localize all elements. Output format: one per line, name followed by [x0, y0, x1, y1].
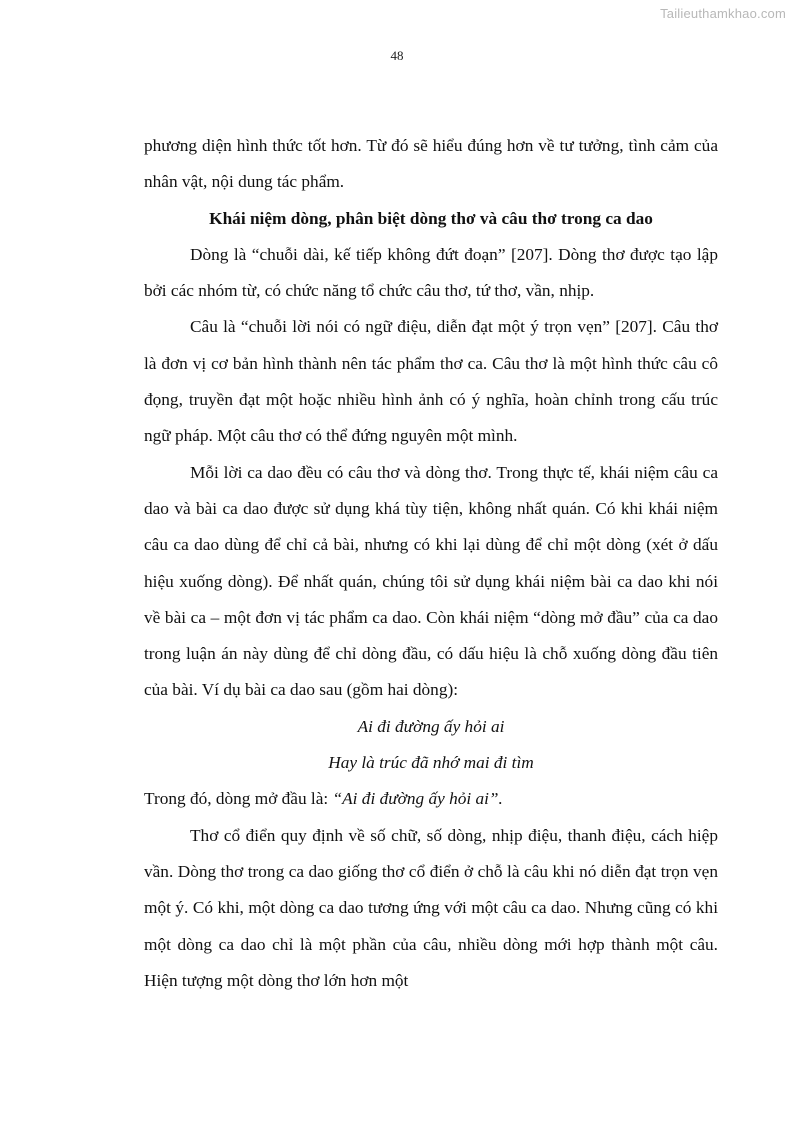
paragraph-ca-dao-concepts: Mỗi lời ca dao đều có câu thơ và dòng thơ. Trong thực tế, khái niệm câu ca dao và bài ca dao được sử dụng khá tùy tiện, không nhất quán. Có khi khái niệm câu ca dao dùng để chỉ cả bài, nhưng có khi lại dùng để chỉ một dòng (xét ở dấu hiệu xuống dòng). Để nhất quán, chúng tôi sử dụng khái niệm bài ca dao khi nói về bài ca – một đơn vị tác phẩm ca dao. Còn khái niệm “dòng mở đầu” của ca dao trong luận án này dùng để chỉ dòng đầu, có dấu hiệu là chỗ xuống dòng đầu tiên của bài. Ví dụ bài ca dao sau (gồm hai dòng): [144, 462, 718, 700]
opening-line-prefix: Trong đó, dòng mở đầu là: [144, 789, 333, 809]
page-number: 48 [390, 48, 404, 63]
paragraph-classical-poetry: Thơ cổ điển quy định về số chữ, số dòng, nhịp điệu, thanh điệu, cách hiệp vần. Dòng thơ trong ca dao giống thơ cổ điển ở chỗ là câu khi nó diễn đạt trọn vẹn một ý. Có khi, một dòng ca dao tương ứng với một câu ca dao. Nhưng cũng có khi một dòng ca dao chỉ là một phần của câu, nhiều dòng mới hợp thành một câu. Hiện tượng một dòng thơ lớn hơn một [144, 825, 718, 990]
paragraph-continuation: phương diện hình thức tốt hơn. Từ đó sẽ hiểu đúng hơn về tư tưởng, tình cảm của nhân vật, nội dung tác phẩm. [144, 136, 718, 192]
paragraph-cau-definition: Câu là “chuỗi lời nói có ngữ điệu, diễn đạt một ý trọn vẹn” [207]. Câu thơ là đơn vị cơ bản hình thành nên tác phẩm thơ ca. Câu thơ là một hình thức câu cô đọng, truyền đạt một hoặc nhiều hình ảnh có ý nghĩa, hoàn chỉnh trong cấu trúc ngữ pháp. Một câu thơ có thể đứng nguyên một mình. [144, 317, 718, 446]
poem-line-2: Hay là trúc đã nhớ mai đi tìm [328, 753, 534, 773]
paragraph-dong-definition: Dòng là “chuỗi dài, kế tiếp không đứt đoạn” [207]. Dòng thơ được tạo lập bởi các nhóm từ, có chức năng tổ chức câu thơ, tứ thơ, vần, nhịp. [144, 244, 718, 301]
opening-line-quote: “Ai đi đường ấy hỏi ai”. [332, 789, 503, 809]
section-heading: Khái niệm dòng, phân biệt dòng thơ và câu thơ trong ca dao [209, 208, 653, 228]
watermark-text: Tailieuthamkhao.com [660, 6, 786, 21]
poem-line-1: Ai đi đường ấy hỏi ai [357, 716, 505, 736]
paragraph-opening-line [144, 781, 718, 817]
document-body [144, 128, 718, 999]
